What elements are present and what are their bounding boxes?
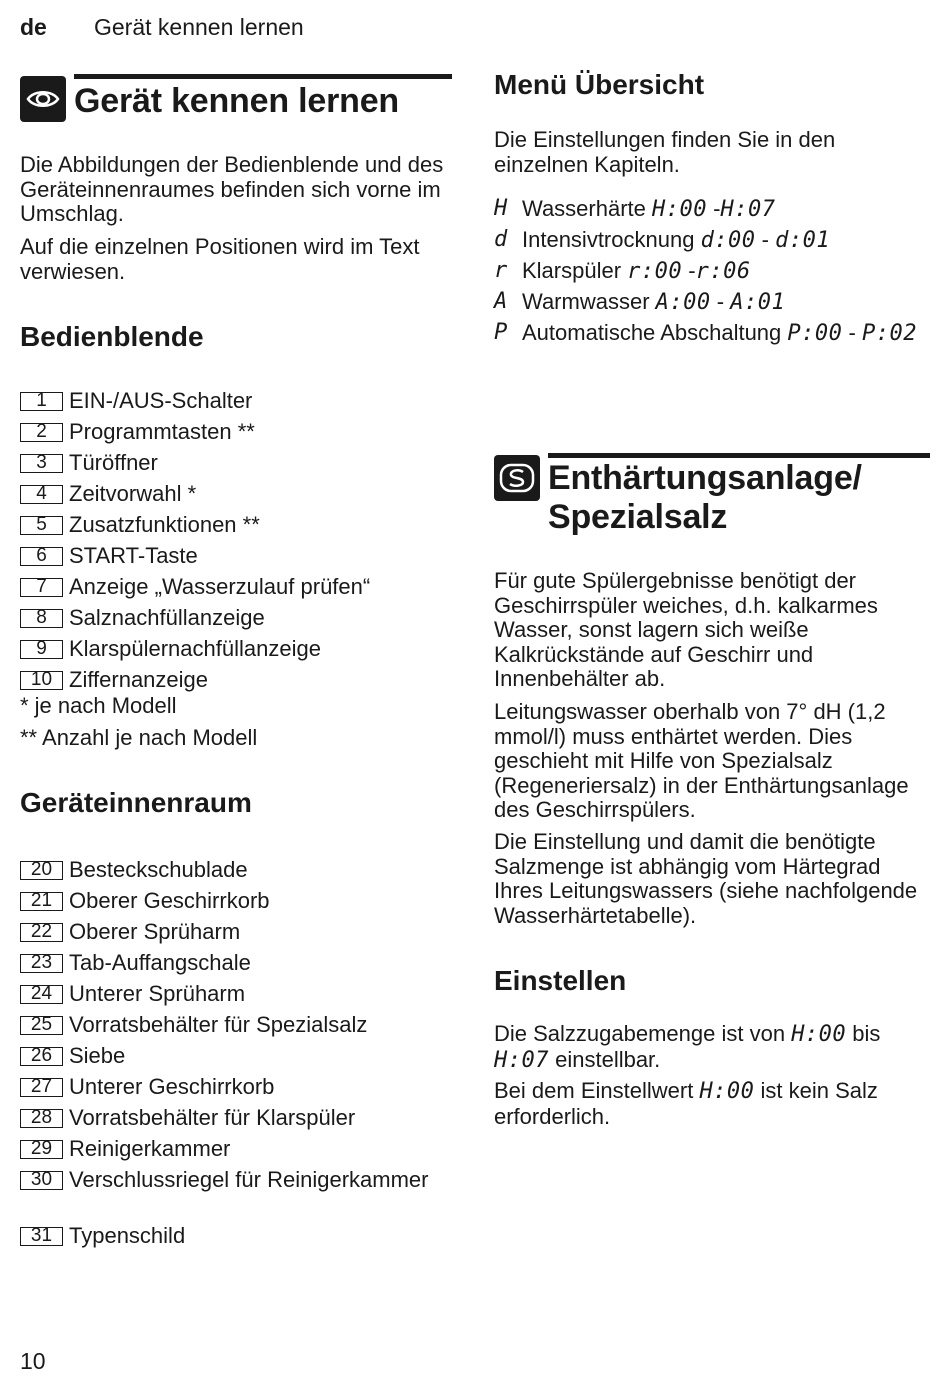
range-separator: - <box>716 289 725 314</box>
position-number: 21 <box>20 892 63 911</box>
footnote-model: * je nach Modell <box>20 693 177 718</box>
list-item <box>20 1137 452 1168</box>
range-start: r:00 <box>627 259 683 284</box>
section-heading-salz <box>494 453 930 543</box>
bedienblende-title: Bedienblende <box>20 321 204 352</box>
einstellen-title: Einstellen <box>494 965 627 996</box>
position-number: 22 <box>20 923 63 942</box>
list-item <box>20 951 452 982</box>
list-item <box>20 858 452 889</box>
position-number: 9 <box>20 640 63 659</box>
range-end: A:01 <box>730 290 786 315</box>
range-separator: - <box>688 258 696 283</box>
item-label: Besteckschublade <box>69 857 248 882</box>
list-item <box>20 389 452 420</box>
salz-heading-line-2: Spezialsalz <box>548 498 728 536</box>
position-number: 28 <box>20 1109 63 1128</box>
item-label: Tab-Auffangschale <box>69 950 251 975</box>
item-label: Klarspülernachfüllanzeige <box>69 636 321 661</box>
menu-row <box>494 227 930 258</box>
list-item <box>20 482 452 513</box>
item-label: Unterer Sprüharm <box>69 981 246 1006</box>
list-item <box>20 1044 452 1075</box>
display-symbol: P <box>494 320 508 345</box>
item-label: Türöffner <box>69 450 158 475</box>
salz-paragraph-2: Leitungswasser oberhalb von 7° dH (1,2 mmol/l) muss enthärtet werden. Dies geschieht mit Hilfe von Spezialsalz (Regeneriersalz) in der Enthärtungsanlage des Geschirrspülers. <box>494 699 909 822</box>
salz-paragraph-1: Für gute Spülergebnisse benötigt der Geschirrspüler weiches, d.h. kalkarmes Wasser, sonst lagern sich weiße Kalkrückstände auf Geschirr und Innenbehälter ab. <box>494 568 878 691</box>
position-number: 30 <box>20 1171 63 1190</box>
item-label: Zusatzfunktionen ** <box>69 512 260 537</box>
position-number: 2 <box>20 423 63 442</box>
setting-code: H:00 <box>699 1079 755 1104</box>
position-number: 7 <box>20 578 63 597</box>
menu-row <box>494 258 930 289</box>
position-number: 4 <box>20 485 63 504</box>
position-number: 5 <box>20 516 63 535</box>
menu-overview-list <box>494 196 930 376</box>
menu-title: Menü Übersicht <box>494 69 705 100</box>
range-start: d:00 <box>700 228 756 253</box>
page-title: Gerät kennen lernen <box>74 82 399 120</box>
item-label: Siebe <box>69 1043 126 1068</box>
list-item <box>20 1224 452 1255</box>
eye-icon <box>20 76 66 122</box>
salt-icon <box>494 455 540 501</box>
menu-row <box>494 320 930 376</box>
position-number: 3 <box>20 454 63 473</box>
salz-heading-line-1: Enthärtungsanlage/ <box>548 459 862 497</box>
list-item <box>20 1106 452 1137</box>
item-label: EIN-/AUS-Schalter <box>69 388 253 413</box>
einstellen-paragraph-2: Bei dem Einstellwert H:00 ist kein Salz erforderlich. <box>494 1078 878 1129</box>
item-label: Anzeige „Wasserzulauf prüfen“ <box>69 574 371 599</box>
header-title: Gerät kennen lernen <box>94 14 304 40</box>
item-label: Typenschild <box>69 1223 186 1248</box>
innenraum-list <box>20 858 452 1255</box>
menu-label: Warmwasser <box>522 289 650 314</box>
position-number: 23 <box>20 954 63 973</box>
display-symbol: H <box>494 196 508 221</box>
range-separator: - <box>761 227 769 252</box>
intro-paragraph-1: Die Abbildungen der Bedienblende und des Geräteinnenraumes befinden sich vorne im Umschlag. <box>20 152 444 226</box>
item-label: Reinigerkammer <box>69 1136 231 1161</box>
position-number: 20 <box>20 861 63 880</box>
item-label: Unterer Geschirrkorb <box>69 1074 275 1099</box>
display-symbol: A <box>494 289 508 314</box>
range-end: H:07 <box>720 197 776 222</box>
list-item <box>20 451 452 482</box>
language-code: de <box>20 14 47 40</box>
page-number: 10 <box>20 1348 46 1374</box>
list-item <box>20 420 452 451</box>
position-number: 1 <box>20 392 63 411</box>
range-start: H:00 <box>652 197 707 222</box>
list-item <box>20 513 452 544</box>
menu-label: Intensivtrocknung <box>522 227 695 252</box>
range-end: d:01 <box>775 228 831 253</box>
range-start: P:00 <box>787 321 843 346</box>
range-end: P:02 <box>861 321 917 346</box>
item-label: Programmtasten ** <box>69 419 255 444</box>
innenraum-title: Geräteinnenraum <box>20 787 252 818</box>
bedienblende-list <box>20 389 452 751</box>
position-number: 8 <box>20 609 63 628</box>
item-label: Vorratsbehälter für Klarspüler <box>69 1105 356 1130</box>
item-label: Zeitvorwahl * <box>69 481 197 506</box>
setting-code: H:00 <box>791 1022 847 1047</box>
item-label: Ziffernanzeige <box>69 667 209 692</box>
range-separator: - <box>848 320 856 345</box>
list-item <box>20 544 452 575</box>
display-symbol: d <box>494 227 508 252</box>
range-separator: - <box>713 196 721 221</box>
setting-code: H:07 <box>494 1047 549 1073</box>
list-item <box>20 575 452 606</box>
list-item <box>20 1013 452 1044</box>
menu-label: Wasserhärte <box>522 196 646 221</box>
list-item <box>20 1075 452 1106</box>
list-item <box>20 668 452 694</box>
list-item <box>20 889 452 920</box>
position-number: 25 <box>20 1016 63 1035</box>
range-start: A:00 <box>655 290 711 315</box>
list-item <box>20 637 452 668</box>
item-label: Vorratsbehälter für Spezialsalz <box>69 1012 368 1037</box>
item-label: Oberer Sprüharm <box>69 919 241 944</box>
position-number: 31 <box>20 1227 63 1246</box>
position-number: 10 <box>20 671 63 690</box>
item-label: Salznachfüllanzeige <box>69 605 265 630</box>
list-item <box>20 606 452 637</box>
menu-label: Automatische Abschaltung <box>522 320 782 345</box>
running-header <box>20 14 304 42</box>
menu-label: Klarspüler <box>522 258 622 283</box>
range-end: r:06 <box>695 259 751 284</box>
item-label: Oberer Geschirrkorb <box>69 888 270 913</box>
list-item <box>20 920 452 951</box>
position-number: 6 <box>20 547 63 566</box>
list-item <box>20 1168 452 1224</box>
footnote-count: ** Anzahl je nach Modell <box>20 725 258 750</box>
position-number: 29 <box>20 1140 63 1159</box>
menu-intro: Die Einstellungen finden Sie in den einzelnen Kapiteln. <box>494 127 836 177</box>
display-symbol: r <box>494 258 508 283</box>
list-item <box>20 982 452 1013</box>
menu-row <box>494 289 930 320</box>
item-label: Verschlussriegel für Reinigerkammer <box>69 1167 429 1192</box>
menu-row <box>494 196 930 227</box>
position-number: 24 <box>20 985 63 1004</box>
salz-paragraph-3: Die Einstellung und damit die benötigte Salzmenge ist abhängig vom Härtegrad Ihres Leitungswassers (siehe nachfolgende Wasserhärtetabelle). <box>494 829 918 928</box>
position-number: 27 <box>20 1078 63 1097</box>
position-number: 26 <box>20 1047 63 1066</box>
item-label: START-Taste <box>69 543 198 568</box>
einstellen-paragraph-1: Die Salzzugabemenge ist von H:00 bis H:07 einstellbar. <box>494 1021 881 1073</box>
intro-paragraph-2: Auf die einzelnen Positionen wird im Text verwiesen. <box>20 234 420 284</box>
section-heading-geraet <box>20 74 452 124</box>
